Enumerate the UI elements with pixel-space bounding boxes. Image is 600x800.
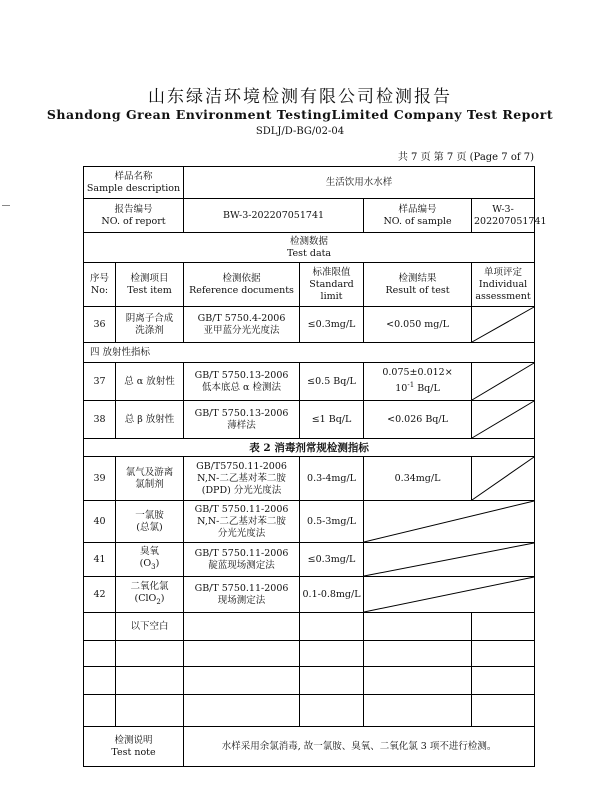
row-result-diagonal xyxy=(364,543,535,577)
col-header-no-cn: 序号 xyxy=(89,272,109,284)
col-header-assessment-en2: assessment xyxy=(475,290,531,302)
row-assessment-diagonal xyxy=(472,307,535,343)
edge-mark xyxy=(2,205,10,206)
report-table xyxy=(83,166,547,767)
row-no: 38 xyxy=(84,401,116,439)
section-row xyxy=(84,343,535,363)
row-limit: 0.1-0.8mg/L xyxy=(300,577,364,613)
row-ref xyxy=(184,577,300,613)
row-result-diagonal xyxy=(364,577,535,613)
row-ref-line2: N,N-二乙基对苯二胺 xyxy=(197,515,286,527)
table2-title-row xyxy=(84,439,535,457)
formula-subscript: 2 xyxy=(156,597,161,606)
row-limit: ≤0.3mg/L xyxy=(300,307,364,343)
table-row xyxy=(84,543,535,577)
row-limit: ≤1 Bq/L xyxy=(300,401,364,439)
blank-row xyxy=(84,667,535,695)
row-item xyxy=(116,501,184,543)
result-exp-base: 10 xyxy=(395,383,408,395)
row-result: <0.026 Bq/L xyxy=(364,401,472,439)
row-no: 42 xyxy=(84,577,116,613)
blank-cell xyxy=(472,667,535,695)
row-item xyxy=(116,457,184,501)
page-info: 共 7 页 第 7 页 (Page 7 of 7) xyxy=(397,152,534,163)
blank-cell xyxy=(364,667,472,695)
blank-cell xyxy=(364,695,472,727)
row-result xyxy=(364,363,472,401)
blank-cell xyxy=(472,613,535,641)
col-header-assessment-cn: 单项评定 xyxy=(484,266,523,278)
table-row xyxy=(84,457,535,501)
row-no: 41 xyxy=(84,543,116,577)
formula-subscript: 3 xyxy=(151,562,156,571)
blank-cell xyxy=(184,613,300,641)
row-ref-line2: 现场测定法 xyxy=(217,594,266,606)
col-header-no xyxy=(84,263,116,307)
blank-cell xyxy=(116,641,184,667)
blank-cell xyxy=(84,695,116,727)
sample-description-value: 生活饮用水水样 xyxy=(184,167,535,199)
row-item-line2: (总氯) xyxy=(136,521,163,533)
table-row xyxy=(84,307,535,343)
formula-prefix: (O xyxy=(139,558,152,570)
formula-suffix: ) xyxy=(160,593,165,605)
col-header-item-cn: 检测项目 xyxy=(130,272,169,284)
row-limit: 0.3-4mg/L xyxy=(300,457,364,501)
row-ref-line3: 分光光度法 xyxy=(217,527,266,539)
row-item-line2: 氯制剂 xyxy=(135,478,164,490)
blank-cell xyxy=(184,695,300,727)
row-item xyxy=(116,307,184,343)
col-header-ref-cn: 检测依据 xyxy=(222,272,261,284)
col-header-item xyxy=(116,263,184,307)
sample-number-label xyxy=(364,199,472,233)
table-row xyxy=(84,501,535,543)
col-header-limit-en: Standard limit xyxy=(309,278,354,302)
row-limit: ≤0.5 Bq/L xyxy=(300,363,364,401)
row-ref-line1: GB/T 5750.11-2006 xyxy=(194,547,289,559)
blank-cell xyxy=(364,613,472,641)
row-ref xyxy=(184,543,300,577)
row-ref xyxy=(184,401,300,439)
sample-description-label xyxy=(84,167,184,199)
row-ref-line1: GB/T5750.11-2006 xyxy=(196,460,287,472)
col-header-result xyxy=(364,263,472,307)
blank-cell xyxy=(364,641,472,667)
blank-row xyxy=(84,695,535,727)
row-item: 总 α 放射性 xyxy=(116,363,184,401)
row-no: 39 xyxy=(84,457,116,501)
blank-cell xyxy=(184,667,300,695)
sample-number-label-en: NO. of sample xyxy=(383,215,452,227)
column-header-row xyxy=(84,263,535,307)
row-item-line1: 氯气及游离 xyxy=(125,466,174,478)
row-result-line2 xyxy=(366,379,469,395)
report-title-cn: 山东绿洁环境检测有限公司检测报告 xyxy=(148,87,452,107)
table-row xyxy=(84,401,535,439)
blank-cell xyxy=(472,695,535,727)
row-item-line2 xyxy=(118,593,181,608)
col-header-result-cn: 检测结果 xyxy=(398,272,437,284)
report-number-label xyxy=(84,199,184,233)
result-exponent: -1 xyxy=(407,381,415,390)
row-item-line1: 二氧化氯 xyxy=(130,581,169,593)
test-data-label-en: Test data xyxy=(286,247,332,259)
formula-prefix: (ClO xyxy=(134,593,157,605)
row-ref xyxy=(184,501,300,543)
row-ref xyxy=(184,457,300,501)
row-ref-line1: GB/T 5750.4-2006 xyxy=(197,312,286,324)
col-header-item-en: Test item xyxy=(127,284,172,296)
test-note-row xyxy=(84,727,535,767)
row-ref-line1: GB/T 5750.11-2006 xyxy=(194,582,289,594)
report-number-value: BW-3-202207051741 xyxy=(184,199,364,233)
row-item-line2 xyxy=(118,558,181,573)
blank-cell xyxy=(472,641,535,667)
row-result-line1: 0.075±0.012× xyxy=(382,367,453,379)
test-note-text: 水样采用余氯消毒, 故一氯胺、臭氧、二氧化氯 3 项不进行检测。 xyxy=(184,727,535,767)
test-data-heading xyxy=(84,233,535,263)
test-data-row xyxy=(84,233,535,263)
col-header-limit xyxy=(300,263,364,307)
report-number-label-cn: 报告编号 xyxy=(114,203,153,215)
col-header-limit-cn: 标准限值 xyxy=(312,266,351,278)
row-item xyxy=(116,543,184,577)
row-result: <0.050 mg/L xyxy=(364,307,472,343)
row-item-line1: 臭氧 xyxy=(140,546,160,558)
sample-description-label-en: Sample description xyxy=(86,182,181,194)
col-header-no-en: No: xyxy=(90,284,109,296)
row-item xyxy=(116,577,184,613)
test-note-label-en: Test note xyxy=(111,746,156,758)
blank-cell xyxy=(300,641,364,667)
blank-row xyxy=(84,641,535,667)
row-no: 36 xyxy=(84,307,116,343)
table-row xyxy=(84,577,535,613)
sample-description-row xyxy=(84,167,535,199)
row-limit: ≤0.3mg/L xyxy=(300,543,364,577)
row-item: 总 β 放射性 xyxy=(116,401,184,439)
row-ref-line2: N,N-二乙基对苯二胺 xyxy=(197,472,286,484)
test-note-label-cn: 检测说明 xyxy=(114,734,153,746)
row-limit: 0.5-3mg/L xyxy=(300,501,364,543)
blank-cell xyxy=(300,695,364,727)
blank-cell xyxy=(300,613,364,641)
row-no: 37 xyxy=(84,363,116,401)
row-ref-line2: 薄样法 xyxy=(227,419,256,431)
col-header-assessment-en1: Individual xyxy=(478,278,528,290)
blank-cell xyxy=(116,695,184,727)
blank-cell xyxy=(116,667,184,695)
blank-cell xyxy=(300,667,364,695)
row-ref xyxy=(184,307,300,343)
row-no: 40 xyxy=(84,501,116,543)
row-assessment-diagonal xyxy=(472,457,535,501)
col-header-ref xyxy=(184,263,300,307)
sample-description-label-cn: 样品名称 xyxy=(114,170,153,182)
blank-cell xyxy=(84,667,116,695)
row-item-line1: 一氯胺 xyxy=(135,509,164,521)
row-result-diagonal xyxy=(364,501,535,543)
test-data-label-cn: 检测数据 xyxy=(290,235,329,247)
row-ref-line1: GB/T 5750.11-2006 xyxy=(194,503,289,515)
row-result: 0.34mg/L xyxy=(364,457,472,501)
report-title-en: Shandong Grean Environment TestingLimited Company Test Report xyxy=(46,107,554,122)
row-ref-line2: 低本底总 α 检测法 xyxy=(202,381,281,393)
blank-cell xyxy=(184,641,300,667)
col-header-result-en: Result of test xyxy=(385,284,450,296)
row-ref xyxy=(184,363,300,401)
row-item-line2: 洗涤剂 xyxy=(135,324,164,336)
report-number-label-en: NO. of report xyxy=(101,215,166,227)
blank-row xyxy=(84,613,535,641)
blank-cell xyxy=(84,641,116,667)
result-unit: Bq/L xyxy=(414,383,440,395)
blank-cell xyxy=(84,613,116,641)
sample-number-label-cn: 样品编号 xyxy=(398,203,437,215)
row-ref-line3: (DPD) 分光光度法 xyxy=(201,484,282,496)
blank-note: 以下空白 xyxy=(116,613,184,641)
test-note-label xyxy=(84,727,184,767)
report-number-row xyxy=(84,199,535,233)
table-row xyxy=(84,363,535,401)
document-number: SDLJ/D-BG/02-04 xyxy=(255,126,345,137)
section-heading: 四 放射性指标 xyxy=(84,343,535,363)
row-assessment-diagonal xyxy=(472,401,535,439)
row-item-line1: 阴离子合成 xyxy=(125,312,174,324)
row-ref-line1: GB/T 5750.13-2006 xyxy=(194,407,289,419)
col-header-assessment xyxy=(472,263,535,307)
col-header-ref-en: Reference documents xyxy=(189,284,294,296)
row-ref-line2: 靛蓝现场测定法 xyxy=(208,559,275,571)
row-assessment-diagonal xyxy=(472,363,535,401)
table2-title: 表 2 消毒剂常规检测指标 xyxy=(84,439,535,457)
formula-suffix: ) xyxy=(155,558,160,570)
row-ref-line1: GB/T 5750.13-2006 xyxy=(194,369,289,381)
sample-number-value: W-3-202207051741 xyxy=(472,199,535,233)
row-ref-line2: 亚甲蓝分光光度法 xyxy=(203,324,280,336)
